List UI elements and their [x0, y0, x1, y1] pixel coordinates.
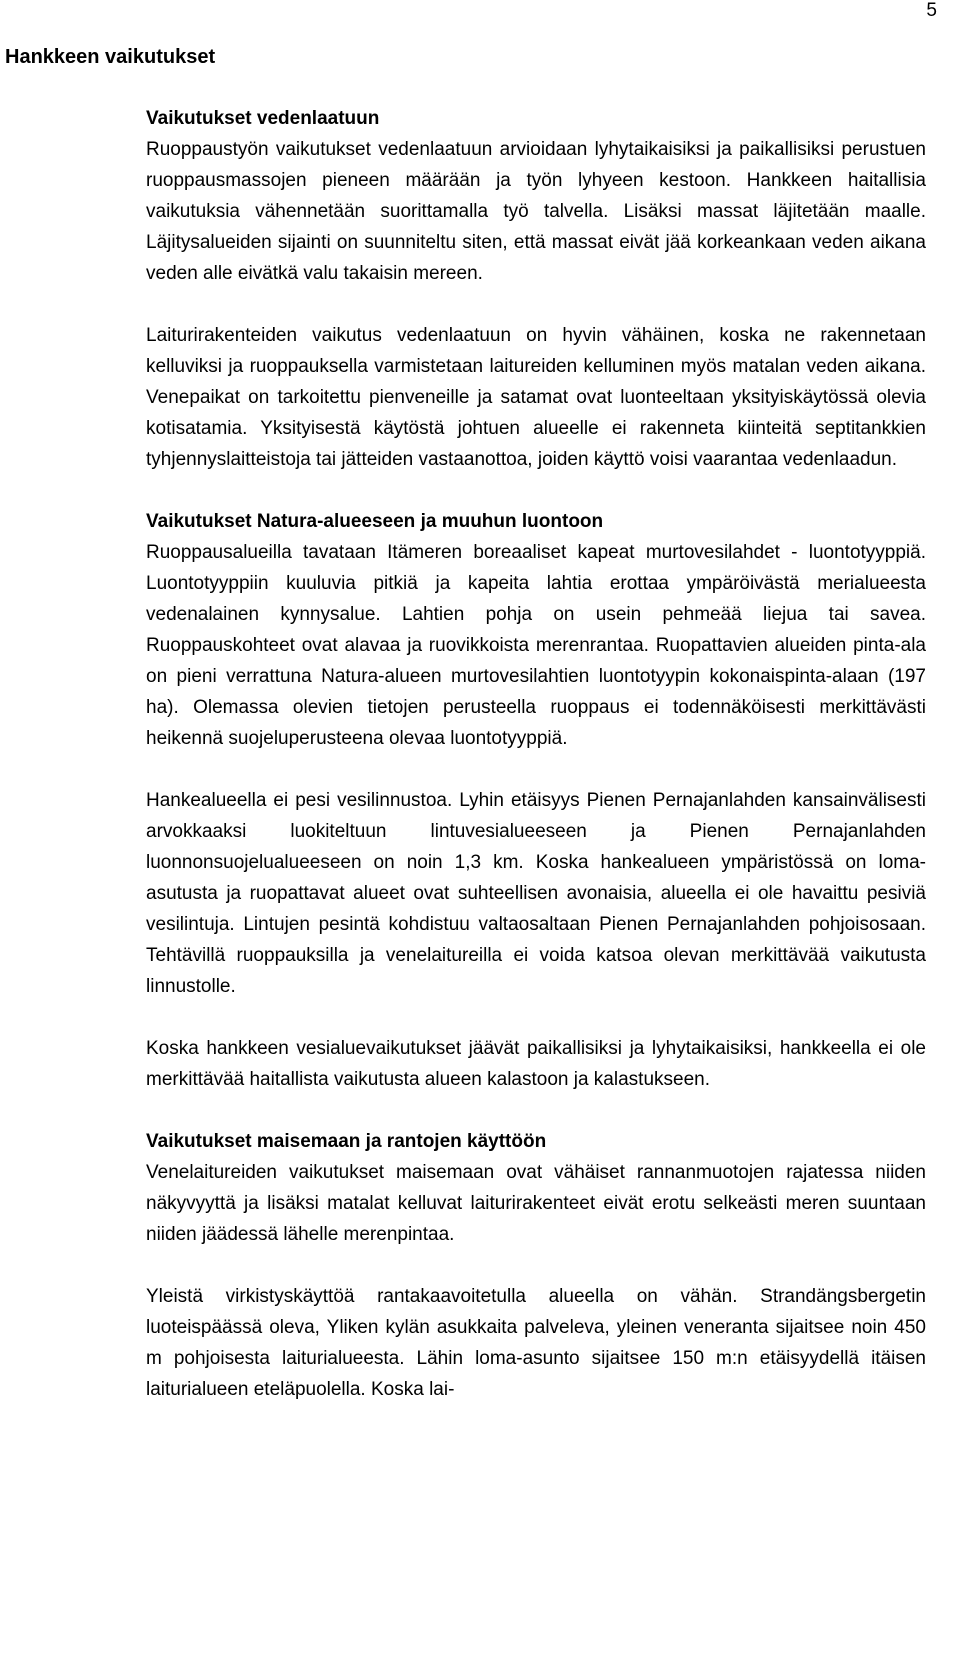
heading-landscape: Vaikutukset maisemaan ja rantojen käyttöön	[146, 1131, 547, 1152]
section-water-quality	[146, 103, 926, 475]
section-title: Hankkeen vaikutukset	[5, 46, 216, 68]
document-body	[146, 103, 926, 1405]
paragraph: Laiturirakenteiden vaikutus vedenlaatuun on hyvin vähäinen, koska ne rakennetaan kelluviksi ja ruoppauksella varmistetaan laitureiden kelluminen myös matalan veden aikana. Venepaikat on tarkoitettu pienveneille ja satamat ovat luonteeltaan yksityiskäytössä olevia kotisatamia. Yksityisestä käytöstä johtuen alueelle ei rakenneta kiinteitä septitankkien tyhjennyslaitteistoja tai jätteiden vastaanottoa, joiden käyttö voisi vaarantaa vedenlaadun.	[146, 325, 926, 470]
heading-natura: Vaikutukset Natura-alueeseen ja muuhun luontoon	[146, 511, 604, 532]
heading-water-quality: Vaikutukset vedenlaatuun	[146, 108, 380, 129]
section-natura	[146, 506, 926, 1095]
paragraph: Ruoppausalueilla tavataan Itämeren boreaaliset kapeat murtovesilahdet - luontotyyppiä. Luontotyyppiin kuuluvia pitkiä ja kapeita lahtia erottaa ympäröivästä merialueesta vedenalainen kynnysalue. Lahtien pohja on usein pehmeää liejua tai savea. Ruoppauskohteet ovat alavaa ja ruovikkoista merenrantaa. Ruopattavien alueiden pinta-ala on pieni verrattuna Natura-alueen murtovesilahtien luontotyypin kokonaispinta-alaan (197 ha). Olemassa olevien tietojen perusteella ruoppaus ei todennäköisesti merkittävästi heikennä suojeluperusteena olevaa luontotyyppiä.	[146, 542, 926, 749]
section-landscape	[146, 1126, 926, 1405]
page-number: 5	[926, 0, 937, 21]
paragraph: Ruoppaustyön vaikutukset vedenlaatuun arvioidaan lyhytaikaisiksi ja paikallisiksi perustuen ruoppausmassojen pieneen määrään ja työn lyhyeen kestoon. Hankkeen haitallisia vaikutuksia vähennetään suorittamalla työ talvella. Lisäksi massat läjitetään maalle. Läjitysalueiden sijainti on suunniteltu siten, että massat eivät jää korkeankaan veden aikana veden alle eivätkä valu takaisin mereen.	[146, 139, 926, 284]
paragraph: Yleistä virkistyskäyttöä rantakaavoitetulla alueella on vähän. Strandängsbergetin luoteispäässä oleva, Yliken kylän asukkaita palveleva, yleinen veneranta sijaitsee noin 450 m pohjoisesta laiturialueesta. Lähin loma-asunto sijaitsee 150 m:n etäisyydellä itäisen laiturialueen eteläpuolella. Koska lai-	[146, 1286, 926, 1400]
paragraph: Koska hankkeen vesialuevaikutukset jäävät paikallisiksi ja lyhytaikaisiksi, hankkeella ei ole merkittävää haitallista vaikutusta alueen kalastoon ja kalastukseen.	[146, 1038, 926, 1090]
paragraph: Hankealueella ei pesi vesilinnustoa. Lyhin etäisyys Pienen Pernajanlahden kansainvälisesti arvokkaaksi luokiteltuun lintuvesialueeseen ja Pienen Pernajanlahden luonnonsuojelualueeseen on noin 1,3 km. Koska hankealueen ympäristössä on loma-asutusta ja ruopattavat alueet ovat suhteellisen avonaisia, alueella ei ole havaittu pesiviä vesilintuja. Lintujen pesintä kohdistuu valtaosaltaan Pienen Pernajanlahden pohjoisosaan. Tehtävillä ruoppauksilla ja venelaitureilla ei voida katsoa olevan merkittävää vaikutusta linnustolle.	[146, 790, 926, 997]
paragraph: Venelaitureiden vaikutukset maisemaan ovat vähäiset rannanmuotojen rajatessa niiden näkyvyyttä ja lisäksi matalat kelluvat laiturirakenteet eivät erotu selkeästi meren suuntaan niiden jäädessä lähelle merenpintaa.	[146, 1162, 926, 1245]
